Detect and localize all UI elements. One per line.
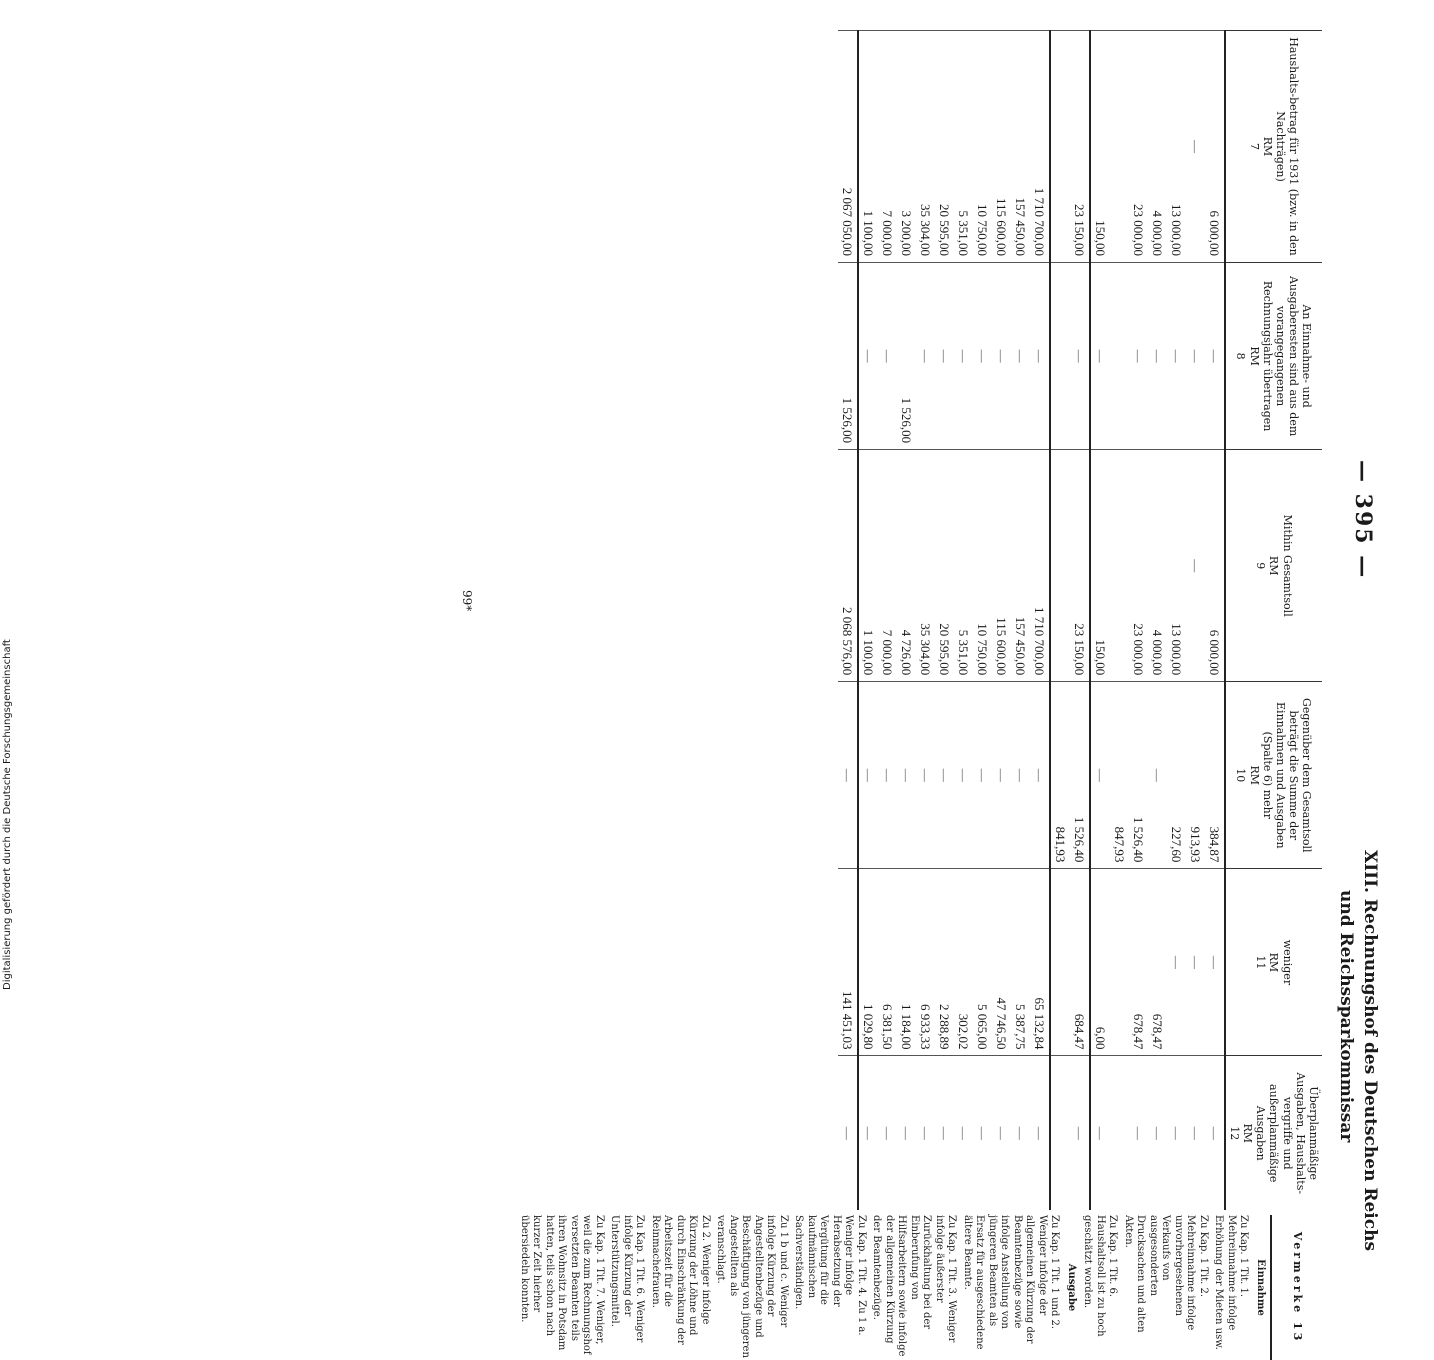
table-cell: 23 150,00 xyxy=(1070,31,1090,263)
page-number: — 395 — xyxy=(1350,460,1376,580)
table-cell: — xyxy=(954,263,973,450)
column-header-12: Überplanmäßige Ausgaben, Haushalts-vergriffe und außerplanmäßige Ausgaben RM 12 xyxy=(1225,1056,1322,1210)
remark: Zu Kap. 1 Tit. 1 und 2. Weniger infolge der allgemeinen Kürzung der Beamtenbezüge sowie infolge Anstellung von jüngeren Beamten als Ersatz für ausgeschiedene ältere Beamte. xyxy=(962,1215,1061,1350)
table-row xyxy=(1186,31,1205,1211)
table-cell: 23 000,00 xyxy=(1129,31,1148,263)
table-cell: — xyxy=(1011,682,1030,869)
table-cell: — xyxy=(1090,1056,1110,1210)
table-header-row xyxy=(1225,31,1322,1211)
table-cell: — xyxy=(1070,1056,1090,1210)
table-cell: 1 029,80 xyxy=(858,869,878,1056)
table-cell: 5 387,75 xyxy=(1011,869,1030,1056)
table-row xyxy=(1050,31,1070,1211)
remark: Zu Kap. 1 Tit. 2. Mehreinnahme infolge unvorhergesehenen Verkaufs von ausgesonderten Drucksachen und alten Akten. xyxy=(1123,1215,1209,1333)
table-cell: — xyxy=(1030,682,1050,869)
table-row xyxy=(1110,31,1129,1211)
table-cell: 678,47 xyxy=(1148,869,1167,1056)
table-cell: — xyxy=(1148,682,1167,869)
table-cell: 1 526,40 xyxy=(1070,682,1090,869)
table-cell: — xyxy=(838,1056,858,1210)
remark: Zu 1 b und c. Weniger infolge Kürzung der Angestelltenbezüge und Beschäftigung von jüngeren Angestellten als veranschlagt. xyxy=(715,1215,789,1358)
table-cell: 13 000,00 xyxy=(1167,31,1186,263)
table-cell: 2 288,89 xyxy=(935,869,954,1056)
table-cell: — xyxy=(916,1056,935,1210)
column-header-9: Mithin Gesamtsoll RM 9 xyxy=(1225,450,1322,682)
table-cell: 4 000,00 xyxy=(1148,450,1167,682)
table-row xyxy=(992,31,1011,1211)
table-cell: — xyxy=(973,263,992,450)
table-cell: 1 526,00 xyxy=(897,263,916,450)
table-row xyxy=(1167,31,1186,1211)
table-cell: — xyxy=(916,263,935,450)
table-cell: — xyxy=(992,263,1011,450)
table-cell: 7 000,00 xyxy=(878,31,897,263)
table-cell: — xyxy=(1070,263,1090,450)
rotated-page xyxy=(444,30,1384,1360)
table-cell: 227,60 xyxy=(1167,682,1186,869)
remark: Zu Kap. 1 Tit. 4. Zu 1 a. Weniger infolge Herabsetzung der Vergütung für die kaufmännischen Sachverständigen. xyxy=(793,1215,867,1336)
table-cell: 1 100,00 xyxy=(858,31,878,263)
column-header-11: weniger RM 11 xyxy=(1225,869,1322,1056)
table-cell: — xyxy=(1186,869,1205,1056)
table-cell: — xyxy=(1205,869,1225,1056)
table-cell: 7 000,00 xyxy=(878,450,897,682)
table-cell: — xyxy=(916,682,935,869)
table-cell: 1 710 700,00 xyxy=(1030,31,1050,263)
table-cell: 841,93 xyxy=(1050,682,1070,869)
table-cell: 913,93 xyxy=(1186,682,1205,869)
table-cell: 157 450,00 xyxy=(1011,31,1030,263)
table-row xyxy=(973,31,992,1211)
column-header-8: An Einnahme- und Ausgaberesten sind aus dem vorangegangenen Rechnungsjahr übertragen RM 8 xyxy=(1225,263,1322,450)
table-cell: 157 450,00 xyxy=(1011,450,1030,682)
table-cell: 13 000,00 xyxy=(1167,450,1186,682)
table-cell: — xyxy=(1148,263,1167,450)
table-row xyxy=(1030,31,1050,1211)
einnahme-heading: Einnahme xyxy=(1255,1259,1266,1316)
remarks-header: Vermerke 13 xyxy=(1270,1215,1322,1360)
table-row xyxy=(1090,31,1110,1211)
table-row xyxy=(935,31,954,1211)
column-header-10: Gegenüber dem Gesamtsoll beträgt die Summe der Einnahmen und Ausgaben (Spalte 6) mehr RM 10 xyxy=(1225,682,1322,869)
table-cell xyxy=(1050,31,1070,263)
table-cell: 847,93 xyxy=(1110,682,1129,869)
table-cell: — xyxy=(878,263,897,450)
table-cell: 5 351,00 xyxy=(954,31,973,263)
table-cell: — xyxy=(935,682,954,869)
table-cell: — xyxy=(1186,31,1205,263)
budget-table xyxy=(838,30,1322,1210)
table-cell: 20 595,00 xyxy=(935,450,954,682)
digitization-credit: Digitalisierung gefördert durch die Deutsche Forschungsgemeinschaft xyxy=(2,639,13,990)
table-cell: 302,02 xyxy=(954,869,973,1056)
table-cell: — xyxy=(878,1056,897,1210)
column-header-7: Haushalts-betrag für 1931 (bzw. in den Nachträgen) RM 7 xyxy=(1225,31,1322,263)
table-cell xyxy=(1110,869,1129,1056)
table-cell: — xyxy=(935,1056,954,1210)
table-cell: — xyxy=(897,1056,916,1210)
page-title-line1: XIII. Rechnungshof des Deutschen Reichs xyxy=(1360,850,1380,1252)
table-cell: — xyxy=(992,682,1011,869)
table-cell: 678,47 xyxy=(1129,869,1148,1056)
table-cell: — xyxy=(1186,450,1205,682)
table-cell: — xyxy=(1090,682,1110,869)
table-cell: — xyxy=(1011,1056,1030,1210)
table-cell: 5 351,00 xyxy=(954,450,973,682)
table-body xyxy=(838,31,1225,1211)
table-cell: 23 000,00 xyxy=(1129,450,1148,682)
page-footer: 99* xyxy=(460,590,474,612)
remark: Zu Kap. 1 Tit. 6. Haushaltsoll ist zu hoch geschätzt worden. xyxy=(1082,1215,1119,1337)
table-row xyxy=(1070,31,1090,1211)
table-cell: — xyxy=(838,682,858,869)
table-cell: 1 100,00 xyxy=(858,450,878,682)
table-cell: — xyxy=(1186,263,1205,450)
table-cell: — xyxy=(858,263,878,450)
table-cell: — xyxy=(1129,1056,1148,1210)
table-cell xyxy=(1050,450,1070,682)
table-cell: — xyxy=(1030,263,1050,450)
table-cell: — xyxy=(1129,263,1148,450)
table-cell: — xyxy=(954,1056,973,1210)
table-cell: 150,00 xyxy=(1090,31,1110,263)
table-cell: 141 451,03 xyxy=(838,869,858,1056)
table-cell: 20 595,00 xyxy=(935,31,954,263)
table-cell: — xyxy=(992,1056,1011,1210)
table-cell: — xyxy=(1030,1056,1050,1210)
table-cell: — xyxy=(1205,263,1225,450)
table-row xyxy=(838,31,858,1211)
table-row xyxy=(1205,31,1225,1211)
table-cell: — xyxy=(954,682,973,869)
table-cell xyxy=(1050,263,1070,450)
table-cell: 6 381,50 xyxy=(878,869,897,1056)
table-cell: 4 000,00 xyxy=(1148,31,1167,263)
remark: Zu Kap. 1 Tit. 1. Mehreinnahme infolge Erhöhung der Mieten usw. xyxy=(1213,1215,1250,1350)
table-row xyxy=(858,31,878,1211)
table-cell: 1 184,00 xyxy=(897,869,916,1056)
table-cell: — xyxy=(858,1056,878,1210)
table-cell: — xyxy=(1167,869,1186,1056)
table-row xyxy=(897,31,916,1211)
table-cell xyxy=(1050,869,1070,1056)
table-cell: — xyxy=(1186,1056,1205,1210)
table-cell: — xyxy=(878,682,897,869)
table-cell: — xyxy=(1148,1056,1167,1210)
table-cell: 115 600,00 xyxy=(992,450,1011,682)
table-cell: 4 726,00 xyxy=(897,450,916,682)
table-row xyxy=(916,31,935,1211)
table-cell: 6 000,00 xyxy=(1205,450,1225,682)
table-cell: 47 746,50 xyxy=(992,869,1011,1056)
table-cell: 3 200,00 xyxy=(897,31,916,263)
table-cell: 10 750,00 xyxy=(973,450,992,682)
table-row xyxy=(878,31,897,1211)
remarks-column xyxy=(515,1215,1323,1360)
table-cell: 1 526,40 xyxy=(1129,682,1148,869)
table-cell: 1 710 700,00 xyxy=(1030,450,1050,682)
table-cell: — xyxy=(1011,263,1030,450)
table-cell: 2 067 050,00 xyxy=(838,31,858,263)
table-cell: 6 000,00 xyxy=(1205,31,1225,263)
table-cell: — xyxy=(973,682,992,869)
remark: Zu 2. Weniger infolge Kürzung der Löhne und durch Einschränkung der Arbeitszeit für die Reinmachefrauen. xyxy=(650,1215,711,1345)
table-cell: — xyxy=(1167,1056,1186,1210)
table-cell xyxy=(1110,450,1129,682)
table-cell xyxy=(1110,263,1129,450)
table-cell xyxy=(1050,1056,1070,1210)
table-cell: 2 068 576,00 xyxy=(838,450,858,682)
table-cell xyxy=(1110,1056,1129,1210)
table-row xyxy=(1011,31,1030,1211)
table-cell: 10 750,00 xyxy=(973,31,992,263)
page-title-line2: und Reichssparkommissar xyxy=(1336,890,1356,1143)
remark: Zu Kap. 1 Tit. 6. Weniger infolge Kürzung der Unterstützungsmittel. xyxy=(609,1215,646,1343)
table-cell: — xyxy=(897,682,916,869)
table-cell: — xyxy=(1167,263,1186,450)
table-cell xyxy=(1110,31,1129,263)
table-row xyxy=(954,31,973,1211)
remark: Zu Kap. 1 Tit. 7. Weniger, weil die zum Rechnungshof versetzten Beamten teils ihren Wohnsitz in Potsdam hatten, teils schon nach kurzer Zeit hierher übersiedeln konnten. xyxy=(519,1215,605,1355)
table-cell: 115 600,00 xyxy=(992,31,1011,263)
table-cell: — xyxy=(1205,1056,1225,1210)
table-cell: — xyxy=(935,263,954,450)
table-cell: 23 150,00 xyxy=(1070,450,1090,682)
table-cell: 35 304,00 xyxy=(916,450,935,682)
table-cell: 150,00 xyxy=(1090,450,1110,682)
table-cell: — xyxy=(858,682,878,869)
table-cell: 384,87 xyxy=(1205,682,1225,869)
table-cell: 6 933,33 xyxy=(916,869,935,1056)
table-cell: 1 526,00 xyxy=(838,263,858,450)
remark: Zu Kap. 1 Tit. 3. Weniger infolge äußerster Zurückhaltung bei der Einberufung von Hilfsarbeitern sowie infolge der allgemeinen Kürzung der Beamtenbezüge. xyxy=(871,1215,958,1357)
table-row xyxy=(1129,31,1148,1211)
table-cell: 35 304,00 xyxy=(916,31,935,263)
table-cell: 65 132,84 xyxy=(1030,869,1050,1056)
table-cell: — xyxy=(973,1056,992,1210)
ausgabe-heading: Ausgabe xyxy=(1066,1263,1077,1312)
table-cell: 6,00 xyxy=(1090,869,1110,1056)
table-cell: — xyxy=(1090,263,1110,450)
table-cell: 5 065,00 xyxy=(973,869,992,1056)
table-cell: 684,47 xyxy=(1070,869,1090,1056)
table-row xyxy=(1148,31,1167,1211)
